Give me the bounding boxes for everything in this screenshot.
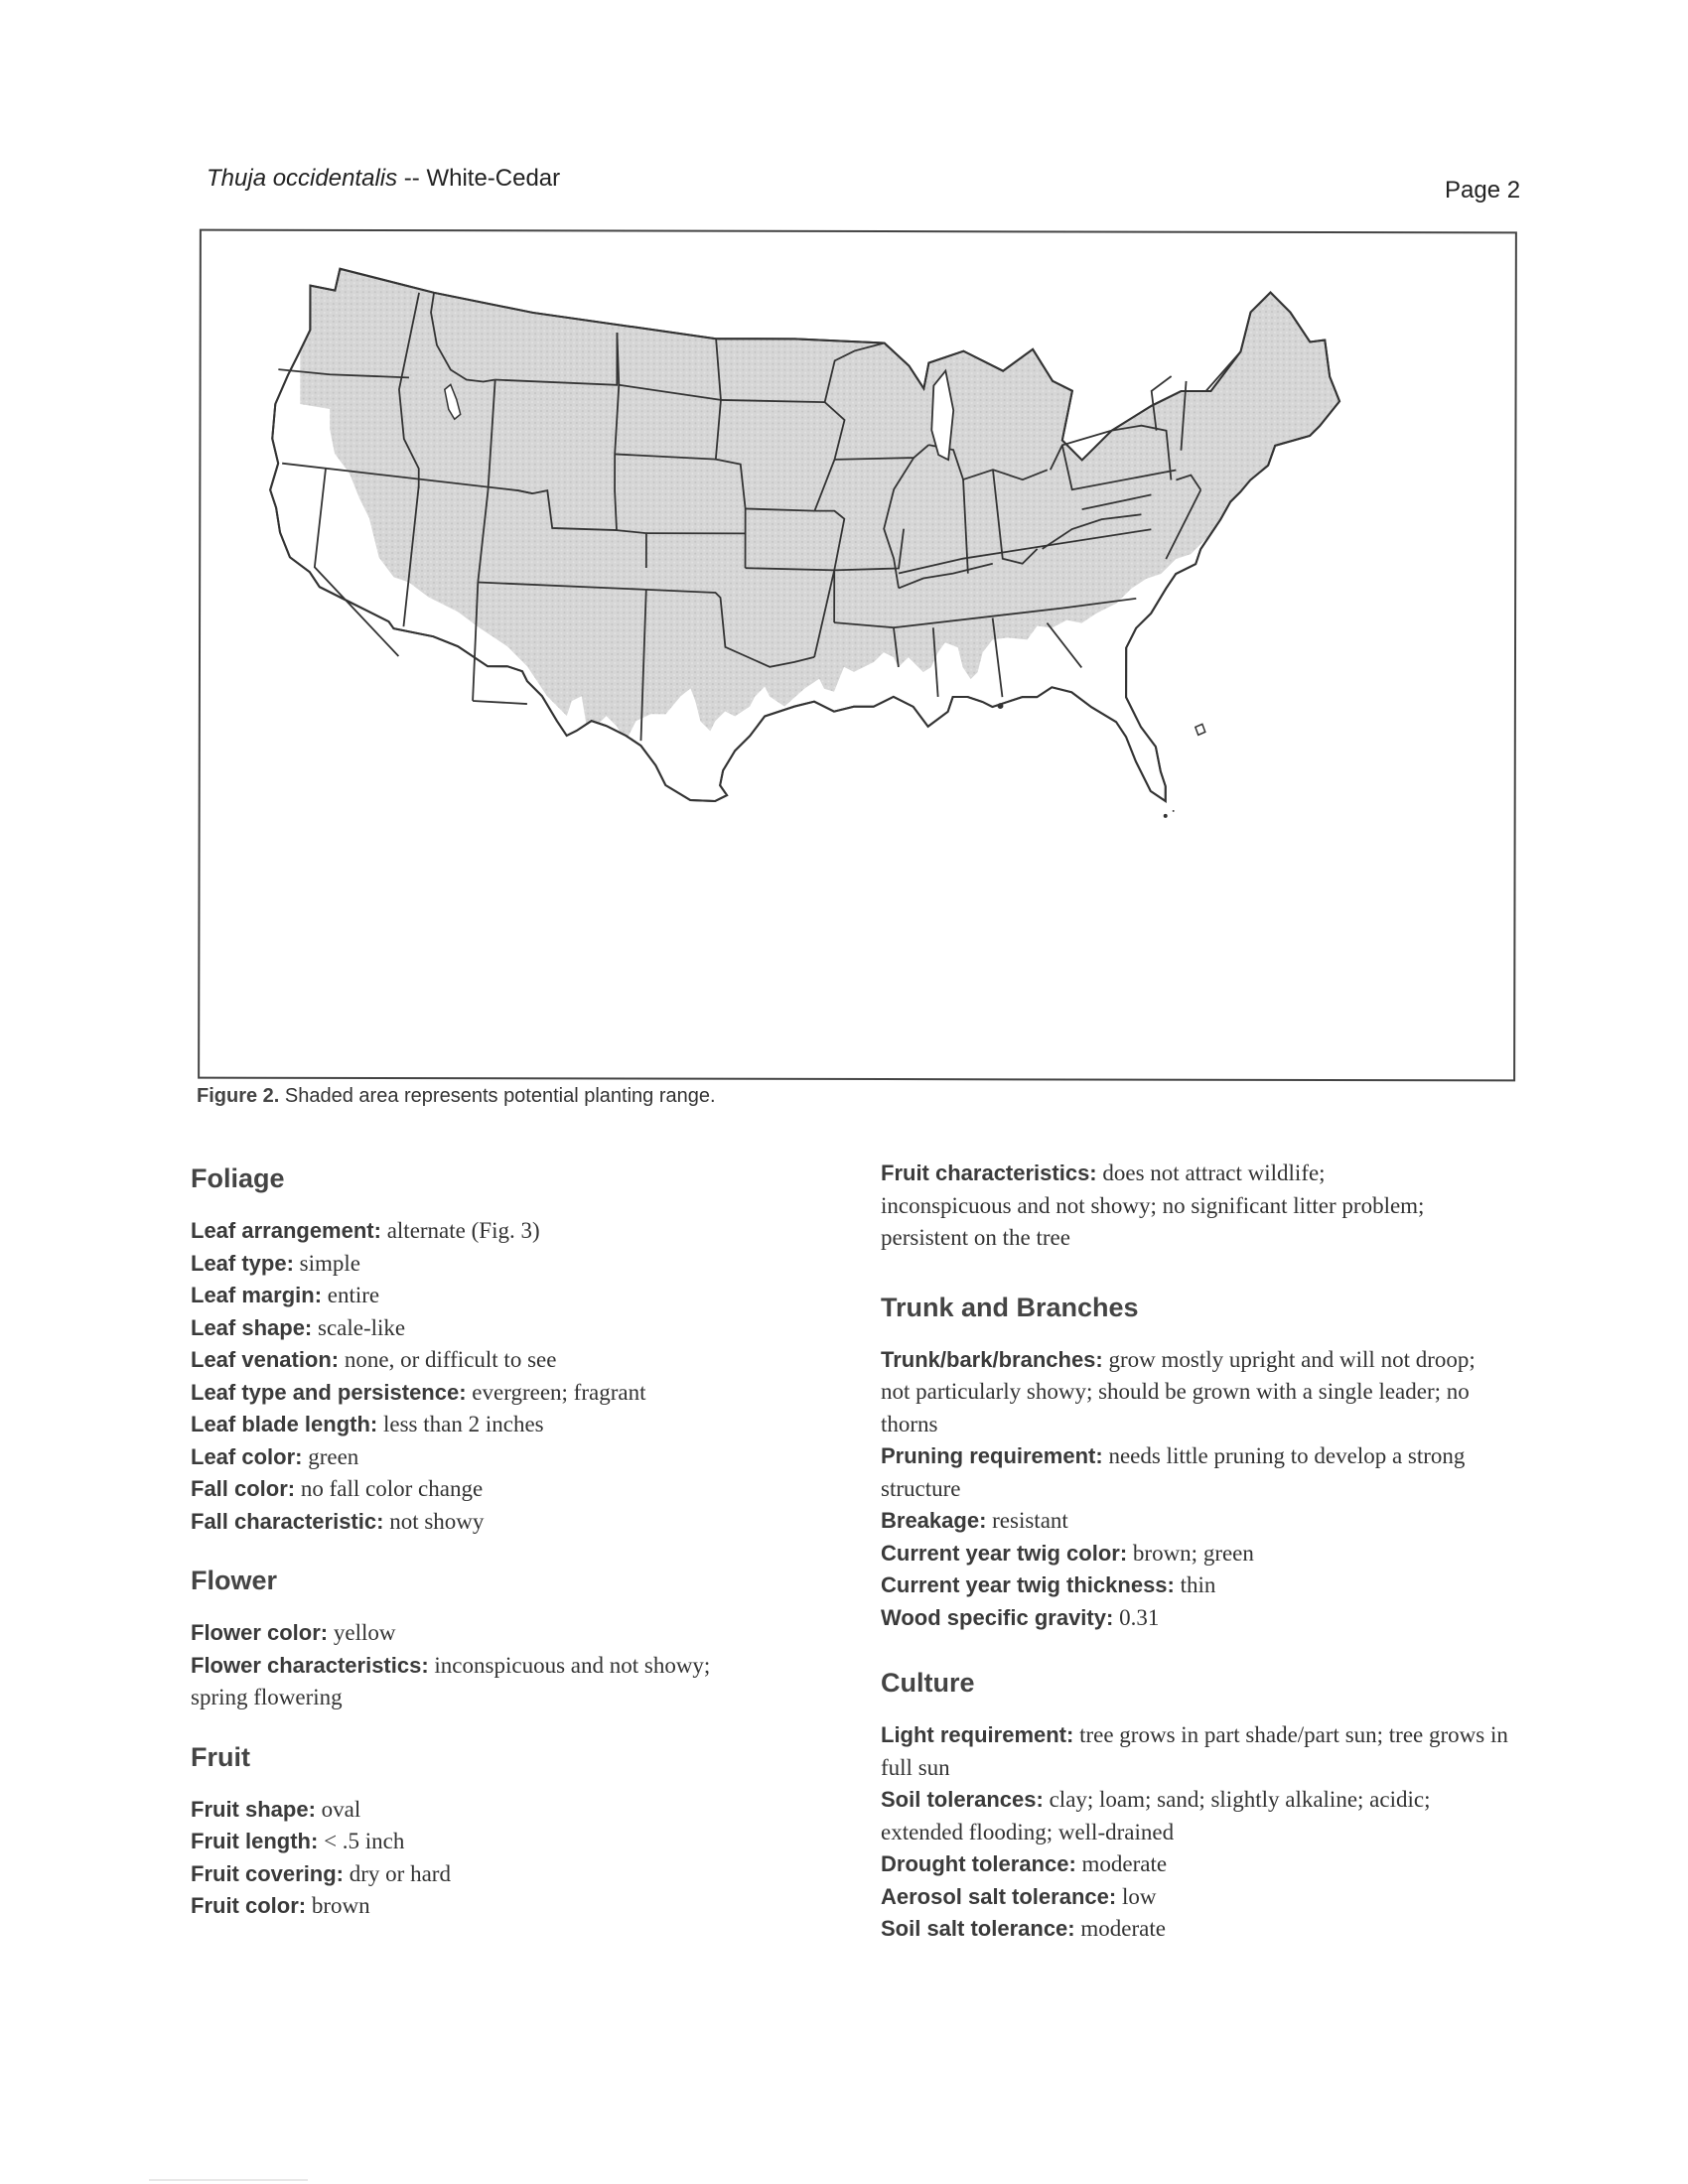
attribute-label: Aerosol salt tolerance: (881, 1883, 1117, 1909)
section-culture (881, 1666, 1516, 1946)
attribute-label: Leaf type and persistence: (191, 1379, 467, 1405)
attribute-row (191, 1344, 826, 1377)
attribute-row (881, 1784, 1486, 1848)
attribute-value: low (1121, 1883, 1157, 1909)
attribute-label: Soil tolerances: (881, 1787, 1044, 1812)
range-map-figure (198, 229, 1517, 1082)
attribute-value: oval (321, 1796, 361, 1822)
attribute-value: green (308, 1443, 359, 1469)
attribute-label: Leaf color: (191, 1443, 303, 1469)
attribute-row (191, 1441, 826, 1474)
section-heading-fruit: Fruit (191, 1741, 250, 1772)
attribute-label: Current year twig thickness: (881, 1572, 1175, 1597)
attribute-value: yellow (333, 1620, 396, 1645)
attribute-row (191, 1248, 826, 1281)
attribute-row (881, 1538, 1516, 1570)
attribute-value: resistant (992, 1508, 1068, 1533)
attribute-value: no fall color change (300, 1476, 484, 1501)
attribute-row (191, 1617, 826, 1650)
section-foliage (191, 1161, 826, 1538)
attribute-label: Leaf shape: (191, 1314, 313, 1340)
attribute-label: Breakage: (881, 1508, 987, 1533)
attribute-value: evergreen; fragrant (472, 1379, 646, 1405)
section-heading-culture: Culture (881, 1668, 975, 1698)
florida-keys-mark (1164, 814, 1168, 818)
attribute-value: simple (299, 1250, 361, 1276)
attribute-value: entire (327, 1283, 380, 1307)
attribute-row (191, 1215, 826, 1248)
attribute-row (191, 1506, 826, 1539)
attribute-label: Fruit covering: (191, 1860, 345, 1886)
running-header-title (207, 165, 560, 193)
lake-okeechobee (1196, 724, 1205, 735)
shaded-planting-range (300, 261, 1390, 743)
attribute-value: thin (1180, 1572, 1216, 1597)
attribute-row (881, 1158, 1457, 1255)
section-fruit (191, 1740, 826, 1923)
attribute-row (881, 1913, 1516, 1946)
figure-caption-text: Shaded area represents potential planting range. (279, 1085, 716, 1107)
attribute-label: Flower color: (191, 1620, 329, 1645)
attribute-label: Current year twig color: (881, 1540, 1128, 1566)
attribute-value: clay; loam; sand; slightly alkaline; acidic; extended flooding; well-drained (881, 1787, 1431, 1844)
attribute-value: moderate (1081, 1851, 1168, 1876)
attribute-row (191, 1409, 826, 1441)
attribute-label: Pruning requirement: (881, 1443, 1103, 1468)
attribute-row (191, 1473, 826, 1506)
scan-edge-mark (149, 2179, 308, 2181)
section-fruit-continued (881, 1158, 1516, 1255)
attribute-row (881, 1344, 1486, 1441)
attribute-value: brown (311, 1893, 370, 1918)
attribute-label: Wood specific gravity: (881, 1604, 1114, 1630)
attribute-label: Trunk/bark/branches: (881, 1346, 1103, 1372)
attribute-label: Leaf blade length: (191, 1412, 378, 1436)
section-heading-flower: Flower (191, 1566, 278, 1595)
attribute-value: scale-like (318, 1314, 406, 1340)
attribute-row (881, 1505, 1516, 1538)
section-trunk-and-branches (881, 1291, 1516, 1635)
attribute-label: Leaf venation: (191, 1347, 340, 1372)
us-range-map (200, 231, 1515, 1080)
attribute-row (191, 1650, 747, 1714)
attribute-label: Light requirement: (881, 1722, 1074, 1747)
attribute-value: < .5 inch (324, 1829, 405, 1853)
attribute-label: Fruit length: (191, 1829, 319, 1853)
attribute-row (881, 1440, 1516, 1505)
attribute-value: grow mostly upright and will not droop; not particularly showy; should be grown with a single leader; no thorns (881, 1346, 1476, 1436)
attribute-row (881, 1719, 1516, 1784)
attribute-value: inconspicuous and not showy; spring flowering (191, 1652, 711, 1709)
attribute-row (881, 1848, 1516, 1881)
attribute-value: not showy (389, 1508, 485, 1534)
attribute-row (881, 1881, 1516, 1914)
attribute-row (881, 1602, 1516, 1635)
attribute-label: Drought tolerance: (881, 1851, 1076, 1876)
section-heading-trunk-and-branches: Trunk and Branches (881, 1292, 1139, 1322)
attribute-row (191, 1280, 826, 1312)
attribute-row (191, 1826, 826, 1858)
attribute-value: does not attract wildlife; inconspicuous and not showy; no significant litter problem; persistent on the tree (881, 1160, 1425, 1250)
attribute-value: less than 2 inches (383, 1412, 544, 1436)
attribute-row (191, 1858, 826, 1891)
lake-pontchartrain-mark (997, 703, 1003, 709)
attribute-label: Fruit color: (191, 1893, 307, 1918)
florida-keys-dot (1173, 810, 1175, 812)
scientific-name: Thuja occidentalis (207, 165, 398, 192)
left-column (191, 1161, 826, 1941)
attribute-label: Flower characteristics: (191, 1652, 429, 1678)
attribute-row (191, 1377, 826, 1410)
attribute-label: Fall characteristic: (191, 1508, 384, 1534)
section-heading-foliage: Foliage (191, 1163, 285, 1193)
attribute-row (881, 1570, 1516, 1602)
common-name: White-Cedar (426, 165, 561, 192)
attribute-value: moderate (1080, 1916, 1166, 1941)
page-number: Page 2 (1445, 177, 1521, 204)
attribute-label: Leaf arrangement: (191, 1218, 381, 1243)
attribute-label: Fruit characteristics: (881, 1160, 1097, 1185)
attribute-row (191, 1890, 826, 1923)
attribute-value: alternate (Fig. 3) (386, 1218, 540, 1243)
attribute-value: needs little pruning to develop a strong structure (881, 1443, 1466, 1501)
attribute-value: dry or hard (349, 1860, 451, 1886)
right-column (881, 1158, 1516, 1964)
figure-caption (197, 1085, 716, 1108)
attribute-value: none, or difficult to see (344, 1347, 557, 1372)
attribute-row (191, 1312, 826, 1345)
attribute-label: Fruit shape: (191, 1796, 316, 1822)
attribute-row (191, 1794, 826, 1827)
attribute-value: tree grows in part shade/part sun; tree grows in full sun (881, 1722, 1508, 1780)
figure-label: Figure 2. (197, 1085, 280, 1107)
attribute-label: Fall color: (191, 1476, 296, 1501)
attribute-label: Soil salt tolerance: (881, 1916, 1075, 1941)
attribute-label: Leaf margin: (191, 1283, 323, 1307)
attribute-value: 0.31 (1119, 1604, 1160, 1630)
section-flower (191, 1564, 826, 1714)
title-separator: -- (397, 165, 427, 192)
attribute-label: Leaf type: (191, 1250, 294, 1276)
attribute-value: brown; green (1132, 1540, 1254, 1566)
